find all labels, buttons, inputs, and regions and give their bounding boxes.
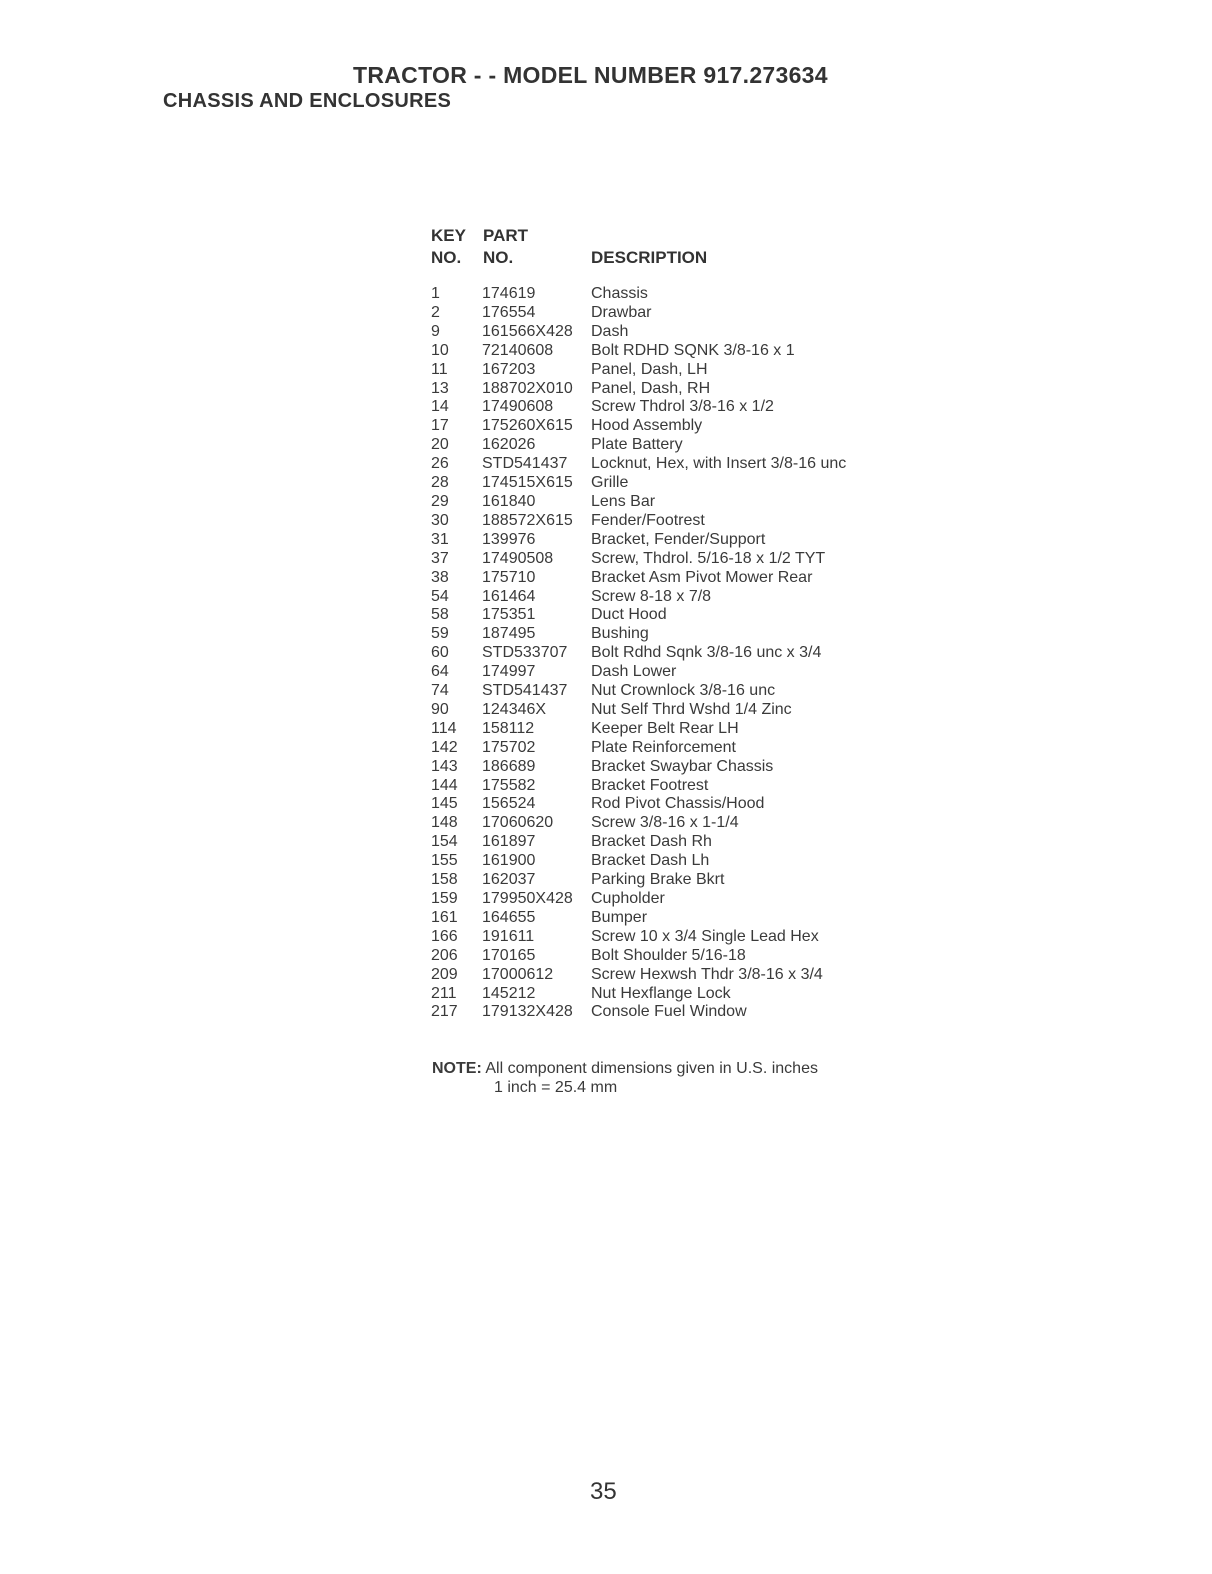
description: Screw Thdrol 3/8-16 x 1/2 xyxy=(591,398,774,416)
part-no: 72140608 xyxy=(482,341,554,359)
table-row xyxy=(431,455,911,474)
part-no: 170165 xyxy=(482,946,536,964)
key-no: 142 xyxy=(431,738,458,756)
table-row xyxy=(431,304,911,323)
table-row xyxy=(431,361,911,380)
part-no: 161464 xyxy=(482,587,536,605)
header-part-line1: PART xyxy=(483,226,529,245)
table-row xyxy=(431,285,911,304)
part-no: 167203 xyxy=(482,360,536,378)
description: Parking Brake Bkrt xyxy=(591,871,725,889)
key-no: 154 xyxy=(431,833,458,851)
table-row xyxy=(431,512,911,531)
note-label: NOTE: xyxy=(432,1060,482,1077)
key-no: 17 xyxy=(431,417,449,435)
section-title: CHASSIS AND ENCLOSURES xyxy=(163,90,452,112)
key-no: 148 xyxy=(431,814,458,832)
table-row xyxy=(431,323,911,342)
table-row xyxy=(431,625,911,644)
description: Plate Reinforcement xyxy=(591,738,736,756)
table-row xyxy=(431,758,911,777)
table-row xyxy=(431,380,911,399)
key-no: 30 xyxy=(431,511,449,529)
part-no: 162037 xyxy=(482,871,536,889)
key-no: 13 xyxy=(431,379,449,397)
part-no: 17490508 xyxy=(482,549,554,567)
key-no: 31 xyxy=(431,530,449,548)
table-row xyxy=(431,777,911,796)
key-no: 64 xyxy=(431,663,449,681)
description: Bracket Dash Lh xyxy=(591,852,710,870)
table-row xyxy=(431,682,911,701)
note xyxy=(432,1060,818,1078)
part-no: 162026 xyxy=(482,436,536,454)
description: Screw Hexwsh Thdr 3/8-16 x 3/4 xyxy=(591,965,823,983)
part-no: STD533707 xyxy=(482,644,568,662)
key-no: 2 xyxy=(431,303,440,321)
key-no: 166 xyxy=(431,927,458,945)
key-no: 10 xyxy=(431,341,449,359)
table-row xyxy=(431,947,911,966)
part-no: 164655 xyxy=(482,908,536,926)
description: Screw, Thdrol. 5/16-18 x 1/2 TYT xyxy=(591,549,826,567)
key-no: 159 xyxy=(431,890,458,907)
part-no: STD541437 xyxy=(482,682,568,700)
part-no: 17490608 xyxy=(482,398,554,416)
description: Bolt Rdhd Sqnk 3/8-16 unc x 3/4 xyxy=(591,644,822,662)
key-no: 209 xyxy=(431,965,458,983)
key-no: 155 xyxy=(431,852,458,870)
part-no: 174619 xyxy=(482,285,536,302)
header-part-line2: NO. xyxy=(483,248,514,267)
key-no: 28 xyxy=(431,474,449,492)
part-no: 191611 xyxy=(482,927,535,945)
table-row xyxy=(431,739,911,758)
key-no: 143 xyxy=(431,757,458,775)
key-no: 38 xyxy=(431,568,449,586)
description: Panel, Dash, LH xyxy=(591,360,708,378)
description: Dash Lower xyxy=(591,663,677,681)
table-row xyxy=(431,890,911,909)
page-title: TRACTOR - - MODEL NUMBER 917.273634 xyxy=(353,62,828,88)
part-no: 186689 xyxy=(482,757,536,775)
description: Nut Crownlock 3/8-16 unc xyxy=(591,682,776,700)
parts-list xyxy=(431,285,911,1022)
key-no: 74 xyxy=(431,682,449,700)
key-no: 20 xyxy=(431,436,449,454)
key-no: 144 xyxy=(431,776,458,794)
part-no: 175710 xyxy=(482,568,536,586)
key-no: 217 xyxy=(431,1003,458,1021)
note-line1: All component dimensions given in U.S. inches xyxy=(485,1060,818,1077)
table-row xyxy=(431,871,911,890)
description: Bolt Shoulder 5/16-18 xyxy=(591,946,746,964)
description: Duct Hood xyxy=(591,606,667,624)
header-key-line2: NO. xyxy=(431,248,462,267)
key-no: 161 xyxy=(431,908,458,926)
page-number: 35 xyxy=(590,1478,617,1505)
part-no: 179950X428 xyxy=(482,890,573,907)
key-no: 90 xyxy=(431,700,449,718)
table-row xyxy=(431,550,911,569)
table-row xyxy=(431,966,911,985)
key-no: 29 xyxy=(431,492,449,510)
description: Grille xyxy=(591,474,629,492)
part-no: 176554 xyxy=(482,303,536,321)
description: Chassis xyxy=(591,285,648,302)
description: Cupholder xyxy=(591,890,665,907)
key-no: 1 xyxy=(431,285,440,302)
description: Keeper Belt Rear LH xyxy=(591,719,739,737)
table-row xyxy=(431,417,911,436)
table-row xyxy=(431,569,911,588)
description: Bushing xyxy=(591,625,649,643)
description: Screw 8-18 x 7/8 xyxy=(591,587,712,605)
key-no: 11 xyxy=(431,360,448,378)
description: Fender/Footrest xyxy=(591,511,705,529)
table-row xyxy=(431,1003,911,1022)
part-no: 161566X428 xyxy=(482,322,573,340)
part-no: 175702 xyxy=(482,738,536,756)
table-row xyxy=(431,493,911,512)
description: Bracket Footrest xyxy=(591,776,709,794)
description: Lens Bar xyxy=(591,492,656,510)
table-row xyxy=(431,398,911,417)
part-no: 158112 xyxy=(482,719,535,737)
description: Screw 3/8-16 x 1-1/4 xyxy=(591,814,739,832)
header-description: DESCRIPTION xyxy=(591,248,708,267)
description: Rod Pivot Chassis/Hood xyxy=(591,795,765,813)
description: Locknut, Hex, with Insert 3/8-16 unc xyxy=(591,455,847,473)
description: Bolt RDHD SQNK 3/8-16 x 1 xyxy=(591,341,795,359)
part-no: 124346X xyxy=(482,700,547,718)
description: Panel, Dash, RH xyxy=(591,379,711,397)
table-row xyxy=(431,474,911,493)
table-row xyxy=(431,852,911,871)
key-no: 211 xyxy=(431,984,457,1002)
part-no: 175351 xyxy=(482,606,536,624)
description: Bumper xyxy=(591,908,648,926)
part-no: 179132X428 xyxy=(482,1003,573,1021)
description: Dash xyxy=(591,322,629,340)
key-no: 59 xyxy=(431,625,449,643)
table-row xyxy=(431,588,911,607)
description: Plate Battery xyxy=(591,436,683,454)
description: Bracket Dash Rh xyxy=(591,833,712,851)
table-row xyxy=(431,663,911,682)
key-no: 37 xyxy=(431,549,449,567)
table-row xyxy=(431,606,911,625)
key-no: 206 xyxy=(431,946,458,964)
description: Bracket Asm Pivot Mower Rear xyxy=(591,568,813,586)
table-row xyxy=(431,701,911,720)
key-no: 114 xyxy=(431,719,457,737)
key-no: 54 xyxy=(431,587,449,605)
part-no: 188702X010 xyxy=(482,379,573,397)
description: Bracket, Fender/Support xyxy=(591,530,766,548)
key-no: 9 xyxy=(431,322,440,340)
key-no: 14 xyxy=(431,398,449,416)
part-no: 139976 xyxy=(482,530,536,548)
key-no: 158 xyxy=(431,871,458,889)
part-no: 145212 xyxy=(482,984,536,1002)
part-no: 175260X615 xyxy=(482,417,573,435)
table-row xyxy=(431,720,911,739)
part-no: 174997 xyxy=(482,663,536,681)
description: Console Fuel Window xyxy=(591,1003,747,1021)
part-no: 17060620 xyxy=(482,814,554,832)
description: Screw 10 x 3/4 Single Lead Hex xyxy=(591,927,819,945)
key-no: 60 xyxy=(431,644,449,662)
part-no: 175582 xyxy=(482,776,536,794)
table-row xyxy=(431,795,911,814)
part-no: 17000612 xyxy=(482,965,554,983)
note-line2: 1 inch = 25.4 mm xyxy=(494,1079,618,1096)
description: Hood Assembly xyxy=(591,417,703,435)
part-no: 161900 xyxy=(482,852,536,870)
table-row xyxy=(431,342,911,361)
part-no: 161840 xyxy=(482,492,536,510)
description: Nut Hexflange Lock xyxy=(591,984,731,1002)
key-no: 145 xyxy=(431,795,458,813)
description: Nut Self Thrd Wshd 1/4 Zinc xyxy=(591,700,792,718)
table-row xyxy=(431,644,911,663)
part-no: 174515X615 xyxy=(482,474,573,492)
part-no: 161897 xyxy=(482,833,536,851)
part-no: 156524 xyxy=(482,795,536,813)
table-row xyxy=(431,833,911,852)
header-key-line1: KEY xyxy=(431,226,466,245)
table-row xyxy=(431,985,911,1004)
table-row xyxy=(431,531,911,550)
table-row xyxy=(431,436,911,455)
table-row xyxy=(431,928,911,947)
table-row xyxy=(431,814,911,833)
part-no: 188572X615 xyxy=(482,511,573,529)
table-row xyxy=(431,909,911,928)
part-no: STD541437 xyxy=(482,455,568,473)
description: Bracket Swaybar Chassis xyxy=(591,757,774,775)
key-no: 26 xyxy=(431,455,449,473)
key-no: 58 xyxy=(431,606,449,624)
description: Drawbar xyxy=(591,303,652,321)
part-no: 187495 xyxy=(482,625,536,643)
